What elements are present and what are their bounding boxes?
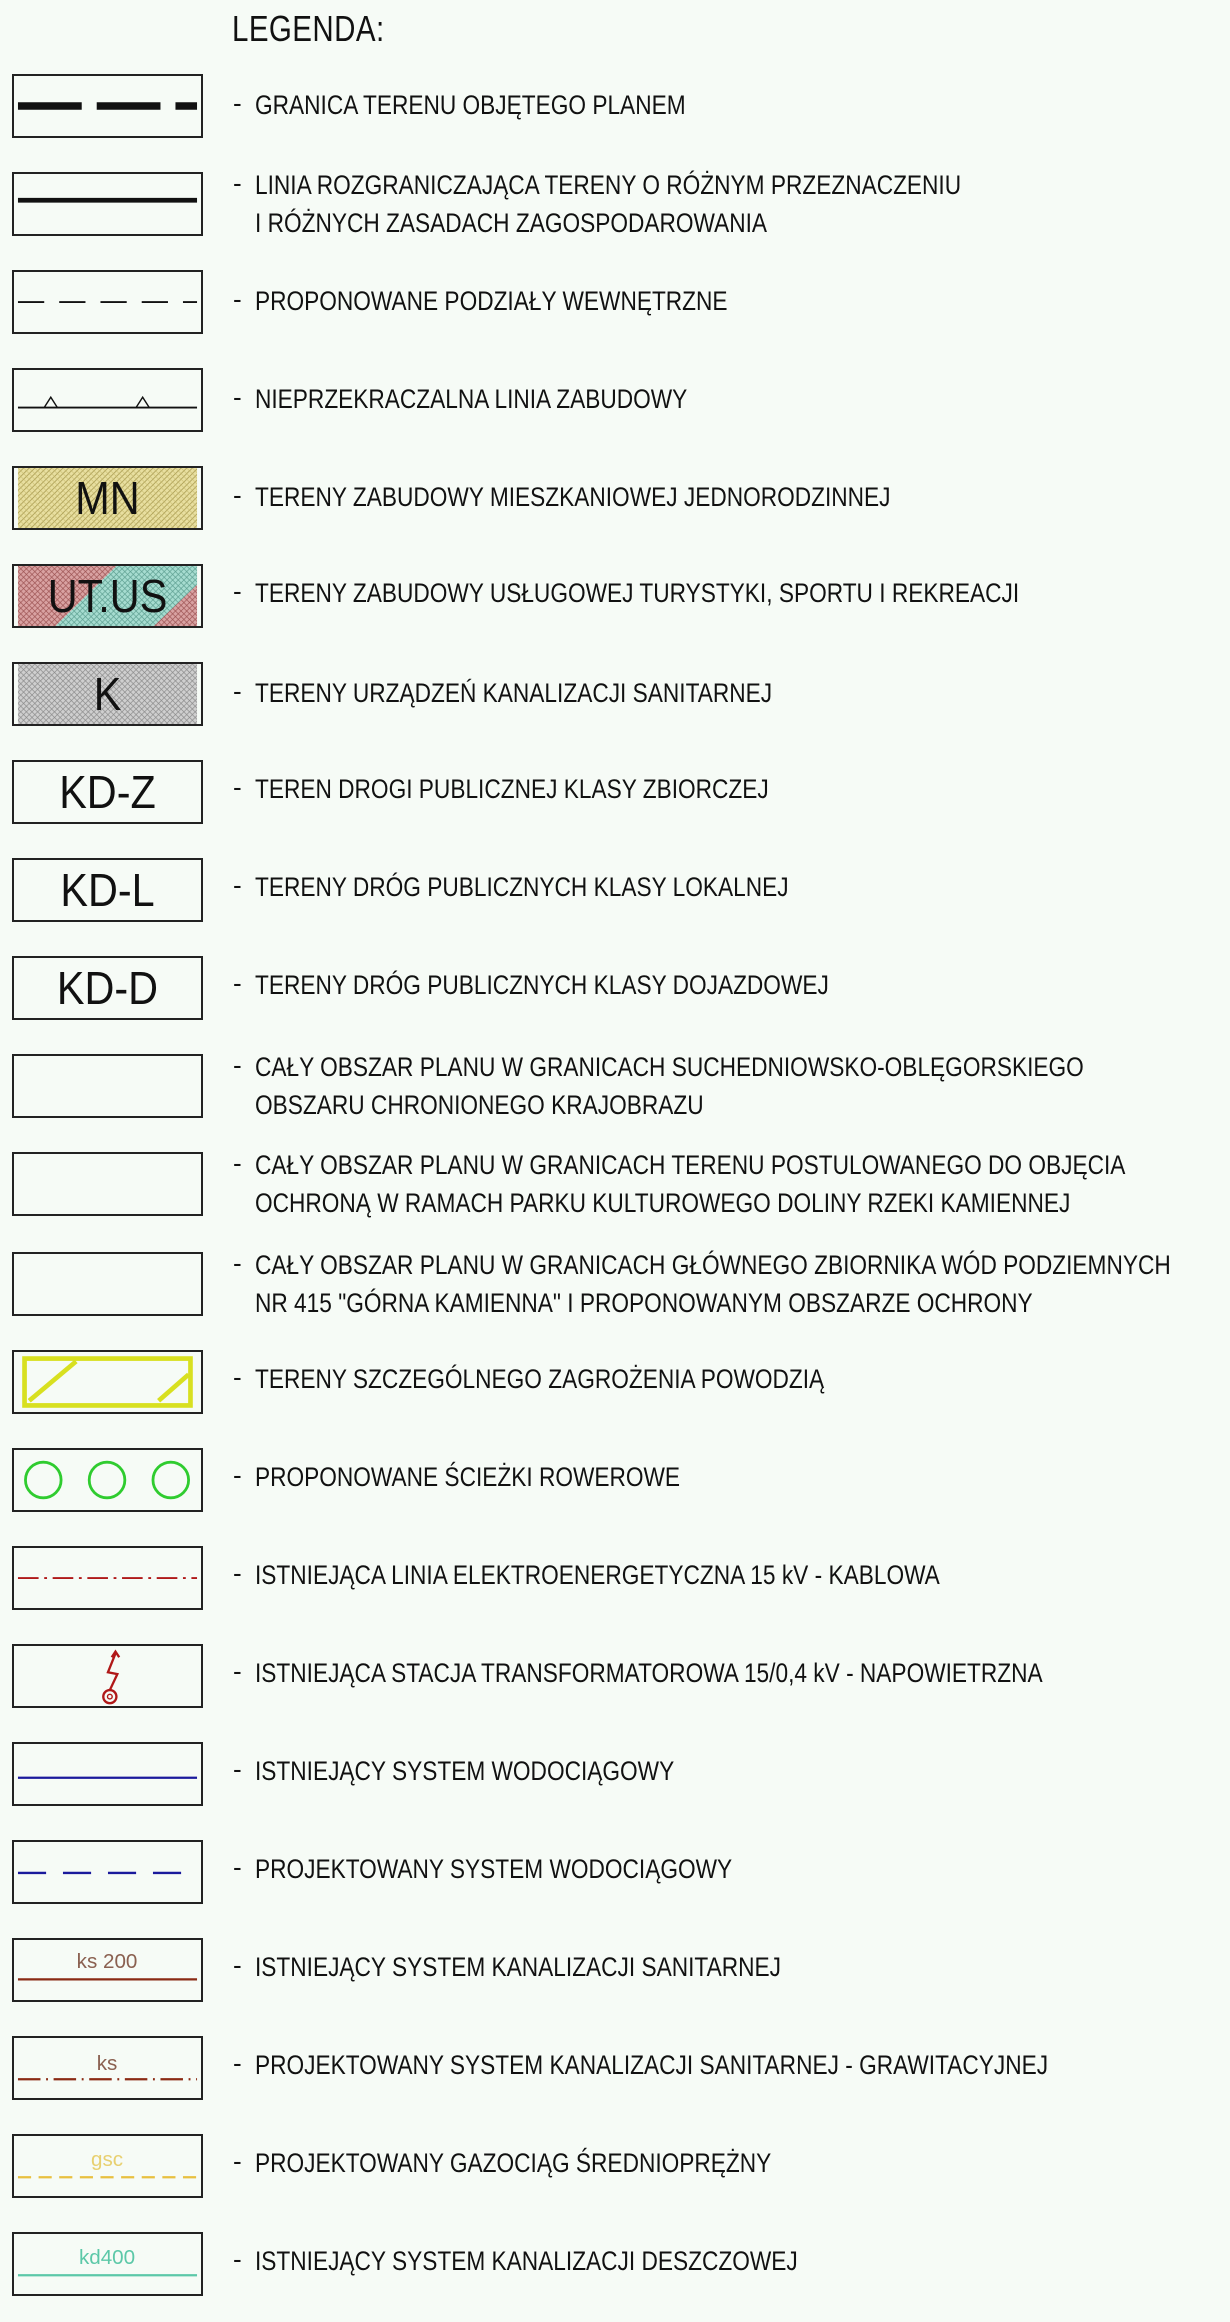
existing-sewer-symbol xyxy=(12,1938,203,2002)
legend-desc: GRANICA TERENU OBJĘTEGO PLANEM xyxy=(255,90,686,120)
legend-desc: PROJEKTOWANY SYSTEM KANALIZACJI SANITARNEJ - GRAWITACYJNEJ xyxy=(255,2050,1049,2080)
legend-row-dividing-line: - LINIA ROZGRANICZAJĄCA TERENY O RÓŻNYM PRZEZNACZENIU I RÓŻNYCH ZASADACH ZAGOSPODAROWANIA xyxy=(0,172,1230,242)
legend-desc: OBSZARU CHRONIONEGO KRAJOBRAZU xyxy=(255,1090,704,1120)
legend-row-power-line: - ISTNIEJĄCA LINIA ELEKTROENERGETYCZNA 15 kV - KABLOWA xyxy=(0,1546,1230,1616)
projected-gas-symbol xyxy=(12,2134,203,2198)
legend-desc: CAŁY OBSZAR PLANU W GRANICACH GŁÓWNEGO ZBIORNIKA WÓD PODZIEMNYCH xyxy=(255,1250,1171,1280)
legend-row-kdl: KD-L - TERENY DRÓG PUBLICZNYCH KLASY LOKALNEJ xyxy=(0,858,1230,928)
power-line-symbol xyxy=(12,1546,203,1610)
internal-divisions-symbol xyxy=(12,270,203,334)
legend-desc: PROJEKTOWANY GAZOCIĄG ŚREDNIOPRĘŻNY xyxy=(255,2148,772,2178)
existing-water-symbol xyxy=(12,1742,203,1806)
legend-desc: NR 415 "GÓRNA KAMIENNA" I PROPONOWANYM OBSZARZE OCHRONY xyxy=(255,1288,1033,1318)
legend-row-protected-landscape: - CAŁY OBSZAR PLANU W GRANICACH SUCHEDNIOWSKO-OBLĘGORSKIEGO OBSZARU CHRONIONEGO KRAJOBRAZU xyxy=(0,1054,1230,1124)
projected-water-symbol xyxy=(12,1840,203,1904)
legend-row-projected-gas: gsc - PROJEKTOWANY GAZOCIĄG ŚREDNIOPRĘŻNY xyxy=(0,2134,1230,2204)
legend-row-projected-sewer: ks - PROJEKTOWANY SYSTEM KANALIZACJI SANITARNEJ - GRAWITACYJNEJ xyxy=(0,2036,1230,2106)
k-symbol xyxy=(12,662,203,726)
existing-sewer-label: ks 200 xyxy=(76,1950,138,1974)
legend-desc: ISTNIEJĄCY SYSTEM KANALIZACJI DESZCZOWEJ xyxy=(255,2246,798,2276)
legend-title: LEGENDA: xyxy=(232,8,385,49)
projected-sewer-symbol xyxy=(12,2036,203,2100)
legend-desc: PROPONOWANE PODZIAŁY WEWNĘTRZNE xyxy=(255,286,728,316)
projected-gas-label: gsc xyxy=(90,2148,124,2171)
legend-desc: CAŁY OBSZAR PLANU W GRANICACH TERENU POSTULOWANEGO DO OBJĘCIA xyxy=(255,1150,1126,1180)
legend-desc: TERENY DRÓG PUBLICZNYCH KLASY LOKALNEJ xyxy=(255,872,789,902)
kdz-symbol xyxy=(12,760,203,824)
building-line-symbol xyxy=(12,368,203,432)
kdd-symbol xyxy=(12,956,203,1020)
protected-landscape-symbol xyxy=(12,1054,203,1118)
legend-row-mn: MN - TERENY ZABUDOWY MIESZKANIOWEJ JEDNORODZINNEJ xyxy=(0,466,1230,536)
legend-desc: ISTNIEJĄCY SYSTEM WODOCIĄGOWY xyxy=(255,1756,675,1786)
legend-row-existing-water: - ISTNIEJĄCY SYSTEM WODOCIĄGOWY xyxy=(0,1742,1230,1812)
kdz-code: KD-Z xyxy=(59,766,156,818)
legend-row-kdz: KD-Z - TEREN DROGI PUBLICZNEJ KLASY ZBIORCZEJ xyxy=(0,760,1230,830)
utus-code: UT.US xyxy=(47,570,168,622)
kdl-code: KD-L xyxy=(60,864,155,916)
legend-row-existing-sewer: ks 200 - ISTNIEJĄCY SYSTEM KANALIZACJI SANITARNEJ xyxy=(0,1938,1230,2008)
k-code: K xyxy=(93,668,122,720)
legend-row-kdd: KD-D - TERENY DRÓG PUBLICZNYCH KLASY DOJAZDOWEJ xyxy=(0,956,1230,1026)
legend-desc: NIEPRZEKRACZALNA LINIA ZABUDOWY xyxy=(255,384,688,414)
legend-desc: TERENY DRÓG PUBLICZNYCH KLASY DOJAZDOWEJ xyxy=(255,970,829,1000)
mn-code: MN xyxy=(75,472,140,524)
legend-row-transformer: - ISTNIEJĄCA STACJA TRANSFORMATOROWA 15/0,4 kV - NAPOWIETRZNA xyxy=(0,1644,1230,1714)
legend-row-plan-boundary: - GRANICA TERENU OBJĘTEGO PLANEM xyxy=(0,74,1230,144)
kdl-symbol xyxy=(12,858,203,922)
legend-row-culture-park: - CAŁY OBSZAR PLANU W GRANICACH TERENU POSTULOWANEGO DO OBJĘCIA OCHRONĄ W RAMACH PARKU KULTUROWEGO DOLINY RZEKI KAMIENNEJ xyxy=(0,1152,1230,1222)
legend-desc: LINIA ROZGRANICZAJĄCA TERENY O RÓŻNYM PRZEZNACZENIU xyxy=(255,170,962,200)
groundwater-symbol xyxy=(12,1252,203,1316)
legend-desc: ISTNIEJĄCA LINIA ELEKTROENERGETYCZNA 15 kV - KABLOWA xyxy=(255,1560,940,1590)
legend-desc: CAŁY OBSZAR PLANU W GRANICACH SUCHEDNIOWSKO-OBLĘGORSKIEGO xyxy=(255,1052,1084,1082)
legend-row-bike-paths: - PROPONOWANE ŚCIEŻKI ROWEROWE xyxy=(0,1448,1230,1518)
legend-row-storm-sewer: kd400 - ISTNIEJĄCY SYSTEM KANALIZACJI DESZCZOWEJ xyxy=(0,2232,1230,2302)
legend-desc: PROPONOWANE ŚCIEŻKI ROWEROWE xyxy=(255,1462,681,1492)
mn-symbol xyxy=(12,466,203,530)
kdd-code: KD-D xyxy=(56,962,159,1014)
transformer-symbol xyxy=(12,1644,203,1708)
legend-desc: ISTNIEJĄCY SYSTEM KANALIZACJI SANITARNEJ xyxy=(255,1952,781,1982)
legend-desc: TERENY ZABUDOWY MIESZKANIOWEJ JEDNORODZINNEJ xyxy=(255,482,891,512)
legend-row-utus: UT.US - TERENY ZABUDOWY USŁUGOWEJ TURYSTYKI, SPORTU I REKREACJI xyxy=(0,564,1230,634)
legend-row-flood: - TERENY SZCZEGÓLNEGO ZAGROŻENIA POWODZIĄ xyxy=(0,1350,1230,1420)
legend-desc: TERENY ZABUDOWY USŁUGOWEJ TURYSTYKI, SPORTU I REKREACJI xyxy=(255,578,1020,608)
legend-desc: TERENY SZCZEGÓLNEGO ZAGROŻENIA POWODZIĄ xyxy=(255,1364,825,1394)
legend-desc: OCHRONĄ W RAMACH PARKU KULTUROWEGO DOLINY RZEKI KAMIENNEJ xyxy=(255,1188,1071,1218)
plan-boundary-symbol xyxy=(12,74,203,138)
legend-row-groundwater: - CAŁY OBSZAR PLANU W GRANICACH GŁÓWNEGO ZBIORNIKA WÓD PODZIEMNYCH NR 415 "GÓRNA KAMIENNA" I PROPONOWANYM OBSZARZE OCHRONY xyxy=(0,1252,1230,1322)
legend-row-internal-divisions: - PROPONOWANE PODZIAŁY WEWNĘTRZNE xyxy=(0,270,1230,340)
legend-desc: I RÓŻNYCH ZASADACH ZAGOSPODAROWANIA xyxy=(255,208,768,238)
legend-desc: TERENY URZĄDZEŃ KANALIZACJI SANITARNEJ xyxy=(255,678,773,708)
bike-paths-symbol xyxy=(12,1448,203,1512)
storm-sewer-label: kd400 xyxy=(78,2246,136,2269)
storm-sewer-symbol xyxy=(12,2232,203,2296)
utus-symbol xyxy=(12,564,203,628)
legend-desc: TEREN DROGI PUBLICZNEJ KLASY ZBIORCZEJ xyxy=(255,774,769,804)
legend-desc: PROJEKTOWANY SYSTEM WODOCIĄGOWY xyxy=(255,1854,733,1884)
projected-sewer-label: ks xyxy=(96,2051,118,2075)
legend-desc: ISTNIEJĄCA STACJA TRANSFORMATOROWA 15/0,4 kV - NAPOWIETRZNA xyxy=(255,1658,1043,1688)
legend-row-projected-water: - PROJEKTOWANY SYSTEM WODOCIĄGOWY xyxy=(0,1840,1230,1910)
culture-park-symbol xyxy=(12,1152,203,1216)
dividing-line-symbol xyxy=(12,172,203,236)
legend-row-k: K - TERENY URZĄDZEŃ KANALIZACJI SANITARNEJ xyxy=(0,662,1230,732)
flood-symbol xyxy=(12,1350,203,1414)
legend-row-building-line: - NIEPRZEKRACZALNA LINIA ZABUDOWY xyxy=(0,368,1230,438)
